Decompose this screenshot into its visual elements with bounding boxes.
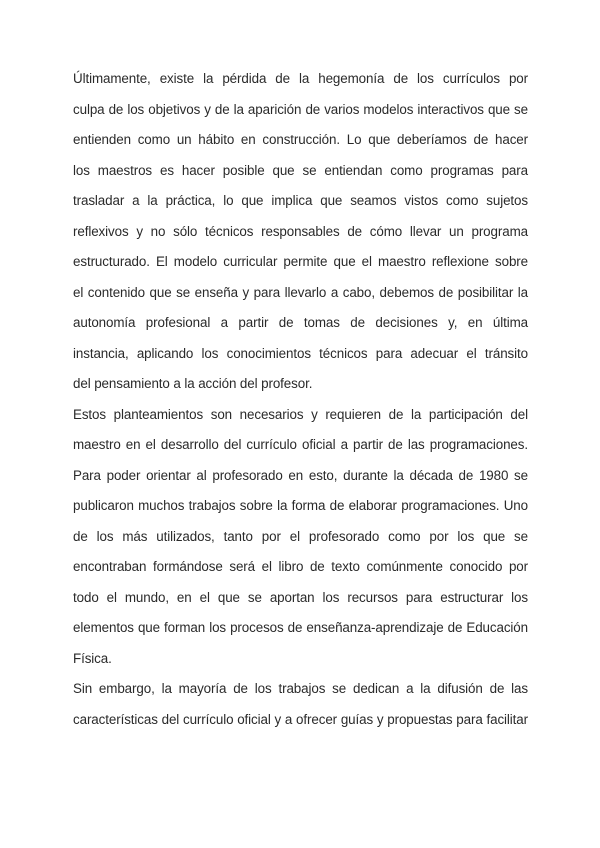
text-line: elementos que forman los procesos de enseñanza-aprendizaje de Educación: [73, 620, 528, 635]
text-line: Física.: [73, 650, 112, 666]
text-line: culpa de los objetivos y de la aparición de varios modelos interactivos que se: [73, 101, 528, 117]
text-line: reflexivos y no sólo técnicos responsables de cómo llevar un programa: [73, 223, 528, 239]
text-line: del pensamiento a la acción del profesor.: [73, 376, 313, 391]
paragraph-3: [73, 674, 528, 735]
text-line: encontraban formándose será el libro de texto comúnmente conocido por: [73, 559, 528, 574]
text-line: instancia, aplicando los conocimientos técnicos para adecuar el tránsito: [73, 345, 528, 361]
text-line: trasladar a la práctica, lo que implica que seamos vistos como sujetos: [73, 193, 528, 208]
document-page: [73, 64, 528, 735]
text-line: de los más utilizados, tanto por el profesorado como por los que se: [73, 528, 528, 544]
text-line: autonomía profesional a partir de tomas de decisiones y, en última: [73, 315, 528, 330]
text-line: maestro en el desarrollo del currículo oficial a partir de las programaciones.: [73, 437, 528, 452]
text-line: Estos planteamientos son necesarios y requieren de la participación del: [73, 406, 528, 422]
text-line: entienden como un hábito en construcción. Lo que deberíamos de hacer: [73, 132, 528, 147]
paragraph-2: [73, 400, 528, 675]
text-line: estructurado. El modelo curricular permite que el maestro reflexione sobre: [73, 254, 528, 269]
text-line: características del currículo oficial y a ofrecer guías y propuestas para facilitar: [73, 711, 528, 727]
text-line: Últimamente, existe la pérdida de la hegemonía de los currículos por: [73, 71, 528, 86]
text-line: publicaron muchos trabajos sobre la forma de elaborar programaciones. Uno: [73, 498, 528, 513]
text-line: los maestros es hacer posible que se entiendan como programas para: [73, 162, 528, 178]
text-line: Para poder orientar al profesorado en esto, durante la década de 1980 se: [73, 467, 528, 483]
paragraph-1: [73, 64, 528, 400]
text-line: todo el mundo, en el que se aportan los recursos para estructurar los: [73, 589, 528, 605]
text-line: el contenido que se enseña y para llevarlo a cabo, debemos de posibilitar la: [73, 284, 528, 300]
text-line: Sin embargo, la mayoría de los trabajos se dedican a la difusión de las: [73, 681, 528, 696]
